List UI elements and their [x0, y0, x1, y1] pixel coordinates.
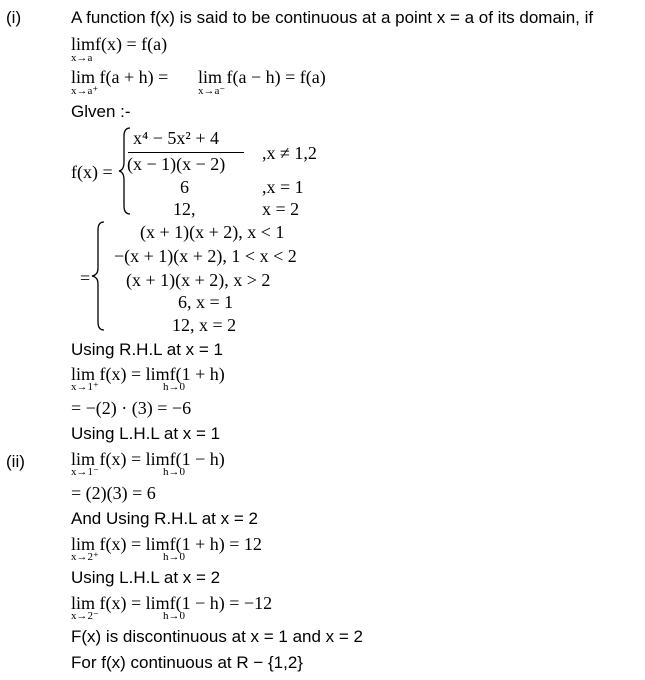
case2-condition: ,x = 1: [262, 177, 304, 197]
lhl-1-title: Using L.H.L at x = 1: [71, 424, 221, 443]
fraction-bar: [128, 152, 244, 153]
left-brace-icon: [90, 220, 106, 332]
rhl-2-sub-x: x→2⁺: [71, 551, 99, 563]
fx-label: f(x) =: [71, 162, 113, 182]
limit-definition-1: limf(x) = f(a): [71, 34, 168, 54]
rhl-2-limit: lim f(x) = limf(1 + h) = 12: [71, 534, 262, 554]
rhl-2-title: And Using R.H.L at x = 2: [71, 509, 258, 528]
part-i-label: (i): [6, 8, 22, 27]
piecewise-row-2: −(x + 1)(x + 2), 1 < x < 2: [114, 246, 297, 266]
lhl-1-sub-x: x→1⁻: [71, 466, 99, 478]
lhl-1-limit: lim f(x) = limf(1 − h): [71, 449, 225, 469]
rhl-1-limit: lim f(x) = limf(1 + h): [71, 364, 225, 384]
limit-definition-2a: lim f(a + h) =: [71, 67, 169, 87]
limit-definition-2b: lim f(a − h) = f(a): [198, 67, 326, 87]
case3-value: 12,: [173, 199, 196, 219]
case1-denominator: (x − 1)(x − 2): [127, 154, 226, 174]
lhl-2-sub-h: h→0: [163, 610, 185, 622]
equals-sign: =: [80, 268, 91, 288]
case3-condition: x = 2: [262, 199, 300, 219]
rhl-1-sub-h: h→0: [163, 381, 185, 393]
rhl-1-result: = −(2) · (3) = −6: [71, 398, 192, 418]
lhl-2-title: Using L.H.L at x = 2: [71, 568, 221, 587]
limit-definition-2b-sub: x→a⁻: [198, 85, 226, 97]
lhl-2-sub-x: x→2⁻: [71, 610, 99, 622]
part-ii-label: (ii): [6, 452, 25, 471]
piecewise-row-5: 12, x = 2: [172, 315, 237, 335]
piecewise-row-3: (x + 1)(x + 2), x > 2: [126, 270, 271, 290]
given-label: Glven :-: [71, 102, 131, 121]
conclusion-2: For f(x) continuous at R − {1,2}: [71, 653, 303, 672]
piecewise-row-1: (x + 1)(x + 2), x < 1: [140, 222, 285, 242]
limit-definition-1-sub: x→a: [71, 52, 93, 64]
conclusion-1: F(x) is discontinuous at x = 1 and x = 2: [71, 627, 363, 646]
piecewise-row-4: 6, x = 1: [178, 292, 234, 312]
lhl-1-result: = (2)(3) = 6: [71, 483, 156, 503]
definition-text: A function f(x) is said to be continuous at a point x = a of its domain, if: [71, 8, 594, 27]
lhl-1-sub-h: h→0: [163, 466, 185, 478]
rhl-1-sub-x: x→1⁺: [71, 381, 99, 393]
rhl-1-title: Using R.H.L at x = 1: [71, 340, 223, 359]
case2-value: 6: [180, 177, 189, 197]
limit-definition-2a-sub: x→a⁺: [71, 85, 99, 97]
case1-numerator: x⁴ − 5x² + 4: [133, 128, 219, 148]
rhl-2-sub-h: h→0: [163, 551, 185, 563]
lhl-2-limit: lim f(x) = limf(1 − h) = −12: [71, 593, 273, 613]
case1-condition: ,x ≠ 1,2: [262, 143, 317, 163]
